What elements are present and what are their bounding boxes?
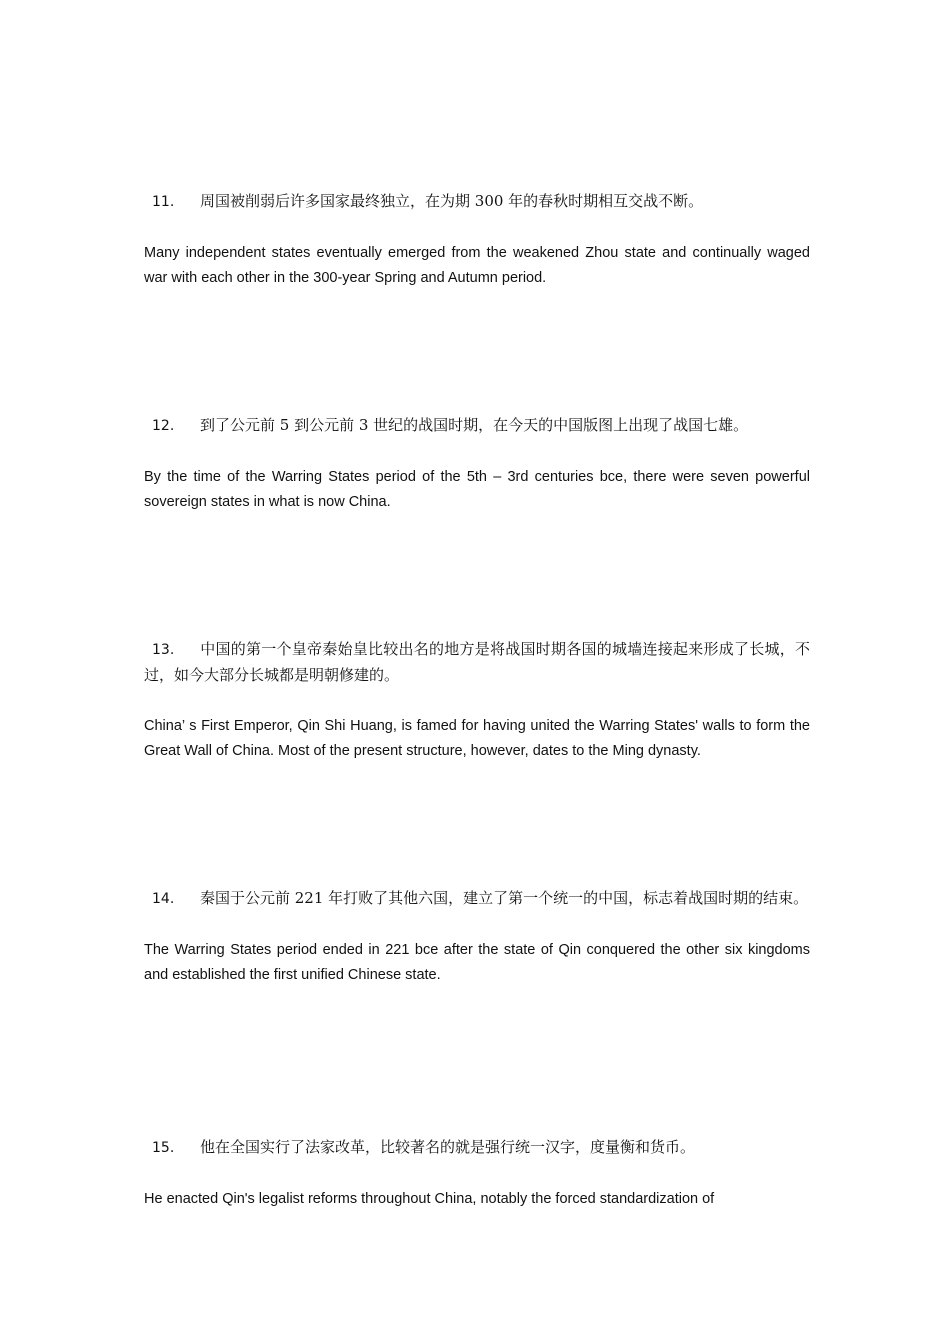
chinese-text: 秦国于公元前 221 年打败了其他六国，建立了第一个统一的中国，标志着战国时期的结束。 xyxy=(200,889,809,907)
sentence-item-15 xyxy=(144,1135,810,1212)
item-number: 13. xyxy=(152,642,175,658)
sentence-item-12 xyxy=(144,413,810,515)
sentence-item-14 xyxy=(144,886,810,988)
chinese-text: 周国被削弱后许多国家最终独立，在为期 300 年的春秋时期相互交战不断。 xyxy=(200,192,704,210)
sentence-item-13 xyxy=(144,637,810,764)
chinese-sentence xyxy=(144,413,810,439)
item-number: 11. xyxy=(152,194,175,210)
english-translation: Many independent states eventually emerged from the weakened Zhou state and continually waged war with each other in the 300-year Spring and Autumn period. xyxy=(144,245,810,286)
chinese-text: 他在全国实行了法家改革，比较著名的就是强行统一汉字，度量衡和货币。 xyxy=(200,1138,696,1156)
english-translation: The Warring States period ended in 221 bce after the state of Qin conquered the other six kingdoms and established the first unified Chinese state. xyxy=(144,942,810,983)
english-translation: China’ s First Emperor, Qin Shi Huang, is famed for having united the Warring States' walls to form the Great Wall of China. Most of the present structure, however, dates to the Ming dynasty. xyxy=(144,718,810,759)
item-number: 12. xyxy=(152,418,175,434)
chinese-sentence xyxy=(144,637,810,688)
chinese-sentence xyxy=(144,1135,810,1161)
item-number: 15. xyxy=(152,1140,175,1156)
english-translation: He enacted Qin's legalist reforms throughout China, notably the forced standardization of xyxy=(144,1191,715,1207)
english-translation: By the time of the Warring States period of the 5th – 3rd centuries bce, there were seven powerful sovereign states in what is now China. xyxy=(144,469,810,510)
item-number: 14. xyxy=(152,891,175,907)
sentence-item-11 xyxy=(144,189,810,291)
chinese-sentence xyxy=(144,189,810,215)
chinese-text: 中国的第一个皇帝秦始皇比较出名的地方是将战国时期各国的城墙连接起来形成了长城，不过，如今大部分长城都是明朝修建的。 xyxy=(144,640,810,684)
chinese-text: 到了公元前 5 到公元前 3 世纪的战国时期，在今天的中国版图上出现了战国七雄。 xyxy=(200,416,749,434)
chinese-sentence xyxy=(144,886,810,912)
